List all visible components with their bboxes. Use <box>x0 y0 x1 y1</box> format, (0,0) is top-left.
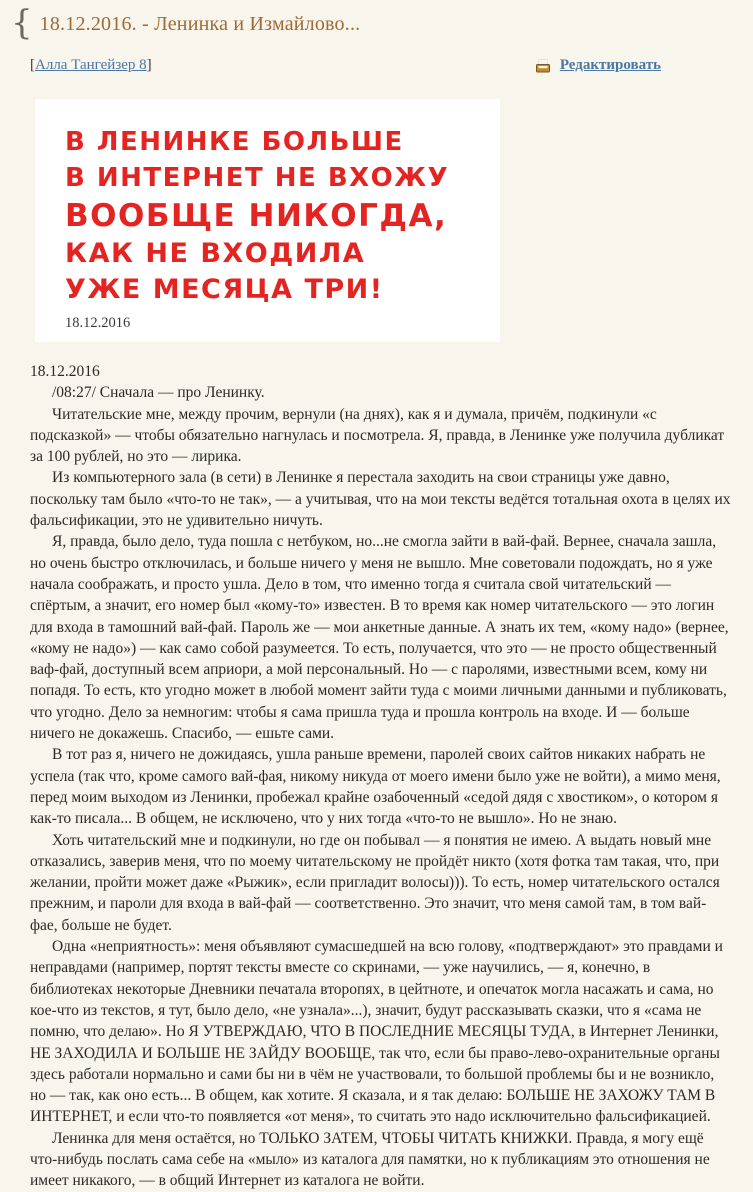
paragraph: Одна «неприятность»: меня объявляют сумасшедшей на всю голову, «подтверждают» это правдами и неправдами (например, портят тексты вместе со скринами, — уже научились, — я, конечно, в библиотеках некоторые Дневники печатала второпях, в цейтноте, и опечаток могла насажать и сама, но кое-что из текстов, я тут, было дело, «не узнала»...), значит, будут рассказывать сказки, что я «сама не помню, что делаю». Но Я УТВЕРЖДАЮ, ЧТО В ПОСЛЕДНИЕ МЕСЯЦЫ ТУДА, в Интернет Ленинки, НЕ ЗАХОДИЛА И БОЛЬШЕ НЕ ЗАЙДУ ВООБЩЕ, так что, если бы право-лево-охранительные органы здесь работали нормально и сами бы ни в чём не участвовали, то большой проблемы бы и не возникло, но — так, как оно есть... В общем, как хотите. Я сказала, и я так делаю: БОЛЬШЕ НЕ ЗАХОЖУ ТАМ В ИНТЕРНЕТ, и если что-то появляется «от меня», то считать это надо исключительно фальсификацией. <box>30 938 723 1126</box>
title-brace-decoration: { <box>11 3 33 43</box>
edit-group <box>535 57 661 74</box>
paragraph: В тот раз я, ничего не дожидаясь, ушла раньше времени, паролей своих сайтов никаких набрать не успела (так что, кроме самого вай-фая, никому никуда от моего имени было уже не войти), а мимо меня, перед моим выходом из Ленинки, пробежал крайне озабоченный «седой дядя с хвостиком», о котором я как-то писала... В общем, не исключено, что у них тогда «что-то не вышло». Но не знаю. <box>30 746 721 828</box>
page-title: 18.12.2016. - Ленинка и Измайлово... <box>39 13 361 35</box>
poster-text-line: ВООБЩЕ НИКОГДА, <box>65 198 448 234</box>
paragraph: Я, правда, было дело, туда пошла с нетбуком, но...не смогла зайти в вай-фай. Вернее, сначала зашла, но очень быстро отключилась, и больше ничего у меня не вышло. Мне советовали подождать, но я уже начала соображать, и просто ушла. Дело в том, что именно тогда я считала свой читательский — спёртым, а значит, его номер был «кому-то» известен. В то время как номер читательского — это логин для входа в тамошний вай-фай. Пароль же — мои анкетные данные. А знать их тем, «кому надо» (вернее, «кому не надо») — как само собой разумеется. То есть, получается, что это — не просто общественный ваф-фай, доступный всем априори, а мой персональный. Но — с паролями, известными всем, кому ни попадя. То есть, кто угодно может в любой момент зайти туда с моими личными данными и публиковать, что угодно. Дело за немногим: чтобы я сама пришла туда и прошла контроль на входе. И — больше ничего не докажешь. Спасибо, — ешьте сами. <box>30 533 729 743</box>
poster-text-line: В ЛЕНИНКЕ БОЛЬШЕ <box>65 127 404 157</box>
author-link[interactable]: Алла Тангейзер 8 <box>35 57 147 73</box>
poster-text-line: КАК НЕ ВХОДИЛА <box>65 238 366 269</box>
header <box>0 0 753 43</box>
author-bracket-close: ] <box>146 57 152 73</box>
author-bracket-open: [ <box>30 57 35 73</box>
paragraph: Читательские мне, между прочим, вернули (на днях), как я и думала, причём, подкинули «с подсказкой» — чтобы обязательно нагнулась и посмотрела. Я, правда, в Ленинке уже получила дубликат за 100 рублей, но это — лирика. <box>30 405 725 466</box>
paragraph: Хоть читательский мне и подкинули, но где он побывал — я понятия не имею. А выдать новый мне отказались, заверив меня, что по моему читательскому не пройдёт никто (хотя фотка там такая, что, при желании, пройти может даже «Рыжик», если пригладит волосы))). То есть, номер читательского остался прежним, и пароли для входа в вай-фай — соответственно. Это значит, что меня самой там, в том вай-фае, больше не будет. <box>30 831 720 934</box>
post-image-poster <box>35 99 500 342</box>
article-date-line: 18.12.2016 <box>30 363 100 380</box>
poster-text-line: В ИНТЕРНЕТ НЕ ВХОЖУ <box>65 163 450 193</box>
poster-date: 18.12.2016 <box>65 315 131 331</box>
byline <box>30 57 152 74</box>
edit-link[interactable]: Редактировать <box>559 57 661 73</box>
paragraph: Из компьютерного зала (в сети) в Ленинке я перестала заходить на свои страницы уже давно, поскольку там было «что-то не так», — а учитывая, что на мои тексты ведётся тотальная охота в целях их фальсификации, это не удивительно ничуть. <box>30 469 731 530</box>
post-body <box>30 361 731 1192</box>
edit-pencil-icon[interactable] <box>535 58 551 74</box>
byline-row <box>30 57 661 74</box>
poster-text-line: УЖЕ МЕСЯЦА ТРИ! <box>65 274 384 305</box>
paragraph: /08:27/ Сначала — про Ленинку. <box>52 384 265 402</box>
paragraph: Ленинка для меня остаётся, но ТОЛЬКО ЗАТЕМ, ЧТОБЫ ЧИТАТЬ КНИЖКИ. Правда, я могу ещё что-нибудь послать сама себе на «мыло» из каталога для памятки, но к публикациям это отношения не имеет никакого, — в общий Интернет из каталога не войти. <box>30 1129 710 1190</box>
